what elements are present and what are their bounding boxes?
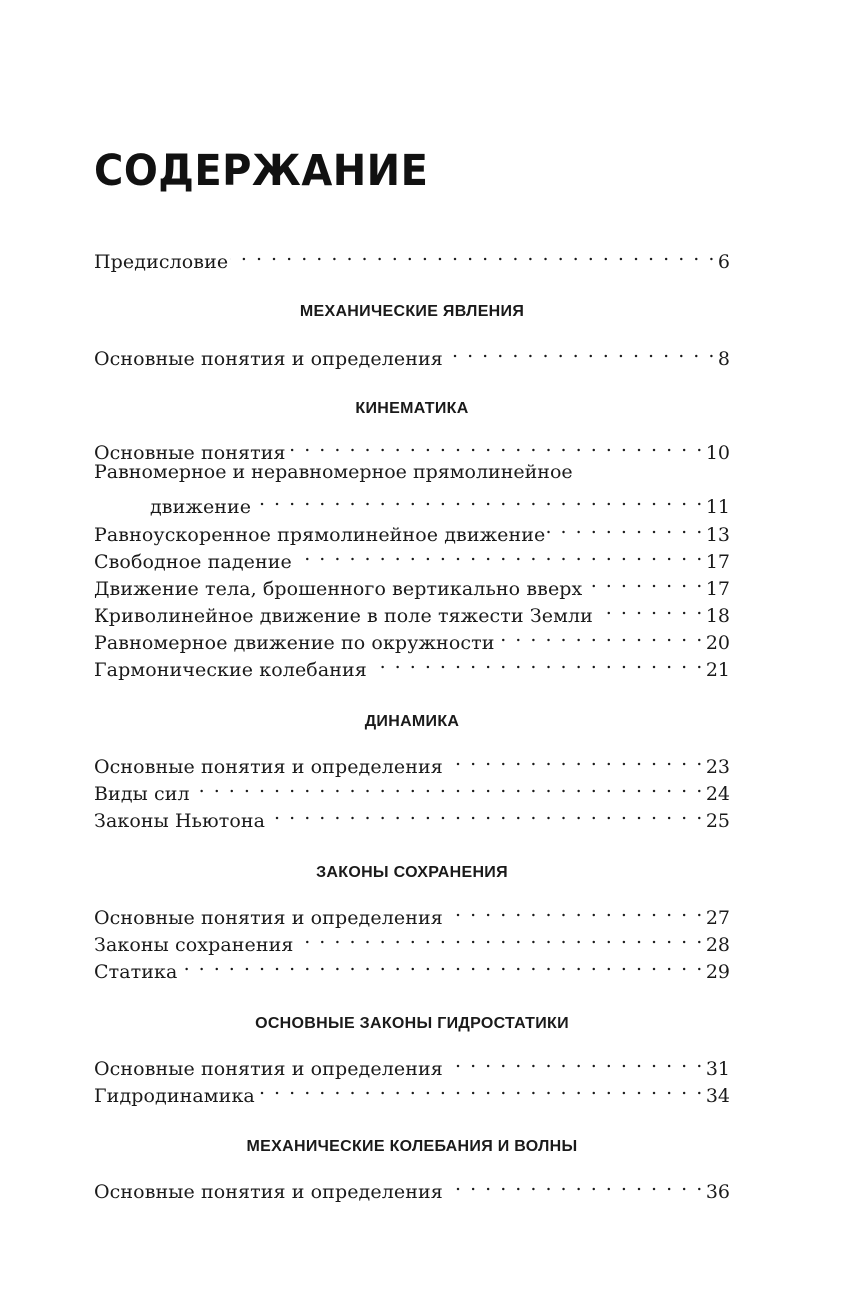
toc-entry-text: Статика <box>94 961 178 983</box>
toc-entry-page: 28 <box>705 934 730 956</box>
section-heading-oscillations-waves: МЕХАНИЧЕСКИЕ КОЛЕБАНИЯ И ВОЛНЫ <box>246 1138 578 1155</box>
toc-entry-page: 8 <box>717 348 730 370</box>
dot-leader <box>253 486 704 513</box>
toc-entry[interactable] <box>94 800 730 835</box>
toc-entry-preface[interactable] <box>94 241 730 276</box>
section-heading-hydrostatics: ОСНОВНЫЕ ЗАКОНЫ ГИДРОСТАТИКИ <box>255 1015 569 1032</box>
toc-entry-page: 29 <box>705 961 730 983</box>
dot-leader <box>445 746 704 773</box>
dot-leader <box>445 1171 704 1198</box>
toc-entry[interactable] <box>94 1075 730 1110</box>
dot-leader <box>230 241 716 268</box>
dot-leader <box>595 595 704 622</box>
toc-entry-page: 17 <box>705 551 730 573</box>
toc-entry-page: 24 <box>705 783 730 805</box>
toc-entry-text: Основные понятия и определения <box>94 756 443 778</box>
toc-entry-page: 23 <box>705 756 730 778</box>
toc-entry-page: 31 <box>705 1058 730 1080</box>
toc-entry-page: 17 <box>705 578 730 600</box>
dot-leader <box>288 432 704 459</box>
toc-entry-page: 11 <box>705 496 730 518</box>
toc-entry-text: Свободное падение <box>94 551 292 573</box>
section-heading-mechanical-phenomena: МЕХАНИЧЕСКИЕ ЯВЛЕНИЯ <box>299 303 525 320</box>
toc-entry-text: Законы Ньютона <box>94 810 266 832</box>
toc-entry-text: Равномерное движение по окружности <box>94 632 495 654</box>
dot-leader <box>445 1048 704 1075</box>
toc-entry-page: 18 <box>705 605 730 627</box>
toc-entry-page: 20 <box>705 632 730 654</box>
toc-entry-text: Предисловие <box>94 251 229 273</box>
toc-entry-page: 6 <box>717 251 730 273</box>
dot-leader <box>369 649 704 676</box>
toc-entry-text: Гармонические колебания <box>94 659 367 681</box>
page-title: СОДЕРЖАНИЕ <box>94 146 429 196</box>
toc-entry-text: Основные понятия и определения <box>94 348 443 370</box>
section-heading-dynamics: ДИНАМИКА <box>364 713 460 730</box>
dot-leader <box>294 541 704 568</box>
dot-leader <box>445 897 704 924</box>
section-heading-kinematics: КИНЕМАТИКА <box>355 400 469 417</box>
dot-leader <box>192 773 704 800</box>
toc-entry-page: 27 <box>705 907 730 929</box>
toc-entry[interactable] <box>94 951 730 986</box>
toc-entry-text: Равноускоренное прямолинейное движение <box>94 524 546 546</box>
toc-entry[interactable] <box>94 338 730 373</box>
dot-leader <box>296 924 704 951</box>
toc-entry-text: Основные понятия <box>94 442 286 464</box>
toc-entry-text: Основные понятия и определения <box>94 907 443 929</box>
dot-leader <box>496 622 703 649</box>
toc-entry-text: Виды сил <box>94 783 190 805</box>
toc-entry-page: 13 <box>705 524 730 546</box>
toc-entry-page: 21 <box>705 659 730 681</box>
dot-leader <box>257 1075 704 1102</box>
dot-leader <box>445 338 716 365</box>
section-heading-conservation-laws: ЗАКОНЫ СОХРАНЕНИЯ <box>316 864 508 881</box>
toc-entry-text: Гидродинамика <box>94 1085 255 1107</box>
dot-leader <box>584 568 703 595</box>
toc-entry-first-line[interactable]: Равномерное и неравномерное прямолинейное <box>94 461 573 483</box>
toc-entry-text: Законы сохранения <box>94 934 294 956</box>
toc-entry-text: Криволинейное движение в поле тяжести Земли <box>94 605 593 627</box>
toc-entry-page: 25 <box>705 810 730 832</box>
dot-leader <box>267 800 704 827</box>
dot-leader <box>179 951 703 978</box>
toc-entry[interactable] <box>94 1171 730 1206</box>
toc-entry-text: Движение тела, брошенного вертикально вверх <box>94 578 583 600</box>
dot-leader <box>547 514 703 541</box>
toc-entry-page: 34 <box>705 1085 730 1107</box>
toc-entry-text: Основные понятия и определения <box>94 1181 443 1203</box>
toc-entry-page: 10 <box>705 442 730 464</box>
toc-entry[interactable] <box>94 649 730 684</box>
toc-entry-page: 36 <box>705 1181 730 1203</box>
toc-entry-text: движение <box>150 496 252 518</box>
toc-entry-text: Основные понятия и определения <box>94 1058 443 1080</box>
